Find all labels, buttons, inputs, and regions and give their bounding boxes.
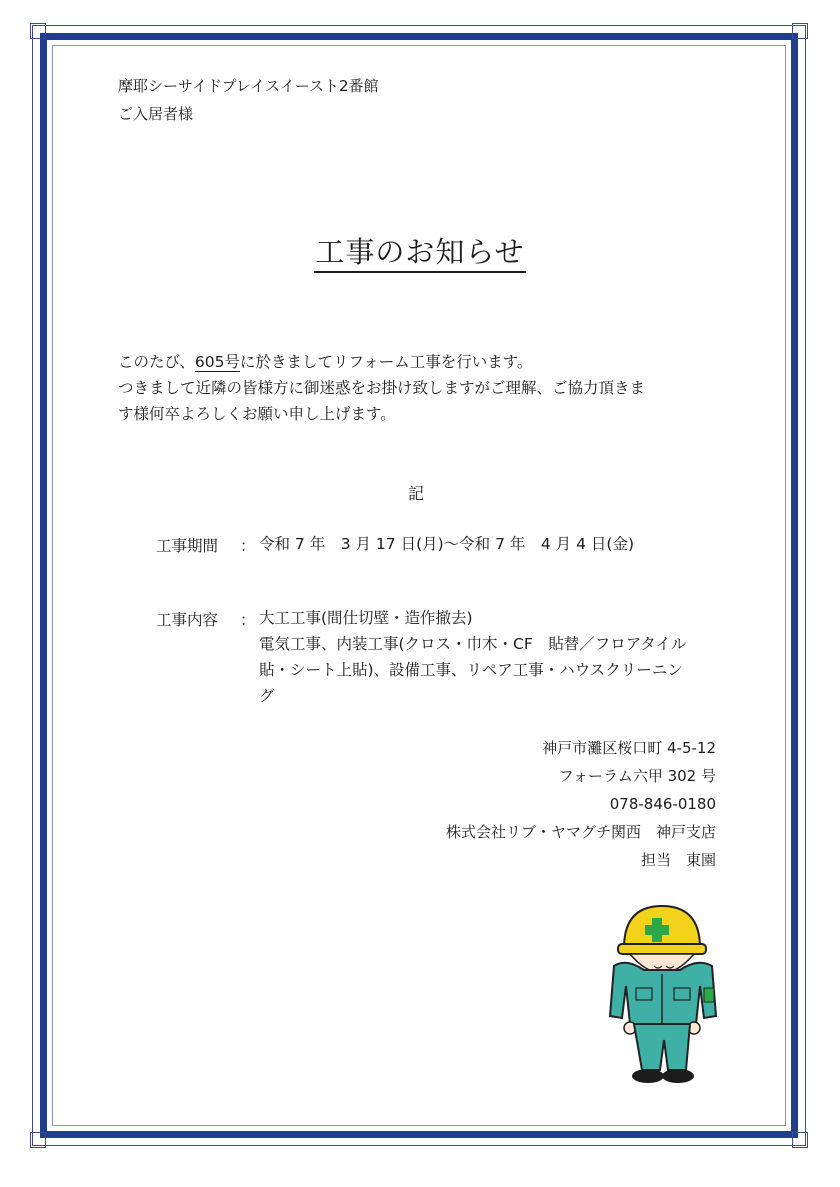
company-phone: 078-846-0180	[609, 795, 716, 813]
content-value	[259, 605, 729, 709]
body-line-1-prefix: このたび、	[118, 353, 195, 371]
building-name: 摩耶シーサイドプレイスイースト2番館	[118, 77, 379, 95]
content-line: 電気工事、内装工事(クロス・巾木・CF 貼替／フロアタイル	[259, 635, 687, 653]
body-line-1	[118, 349, 728, 375]
border-corner	[792, 23, 808, 39]
border-corner	[30, 23, 46, 39]
notice-title-text: 工事のお知らせ	[314, 235, 525, 273]
residents-label: ご入居者様	[118, 105, 194, 123]
company-name: 株式会社リブ・ヤマグチ関西 神戸支店	[445, 823, 716, 841]
period-label: 工事期間	[156, 537, 219, 555]
period-value: 令和 7 年 3 月 17 日(月)～令和 7 年 4 月 4 日(金)	[259, 535, 634, 553]
unit-number: 605号	[194, 353, 240, 371]
border-corner	[30, 1132, 46, 1148]
notice-title	[0, 230, 840, 271]
company-contact: 担当 東園	[640, 851, 716, 869]
content-line: 貼・シート上貼)、設備工事、リペア工事・ハウスクリーニン	[259, 661, 683, 679]
content-colon: ：	[240, 611, 256, 629]
bowing-worker-illustration	[596, 900, 726, 1090]
content-line: グ	[259, 687, 275, 705]
body-line-2: つきまして近隣の皆様方に御迷惑をお掛け致しますがご理解、ご協力頂きま	[118, 379, 646, 397]
ki-heading: 記	[408, 484, 425, 503]
border-corner	[792, 1132, 808, 1148]
content-label: 工事内容	[156, 611, 219, 629]
body-line-3: す様何卒よろしくお願い申し上げます。	[118, 405, 396, 423]
period-colon: ：	[240, 537, 256, 555]
company-block	[446, 734, 716, 874]
company-address-2: フォーラム六甲 302 号	[558, 767, 716, 785]
notice-body	[118, 349, 728, 427]
recipient-block	[118, 72, 379, 128]
company-address-1: 神戸市灘区桜口町 4-5-12	[542, 739, 716, 757]
body-line-1-suffix: に於きましてリフォーム工事を行います。	[239, 353, 533, 371]
content-line: 大工工事(間仕切壁・造作撤去)	[259, 609, 473, 627]
